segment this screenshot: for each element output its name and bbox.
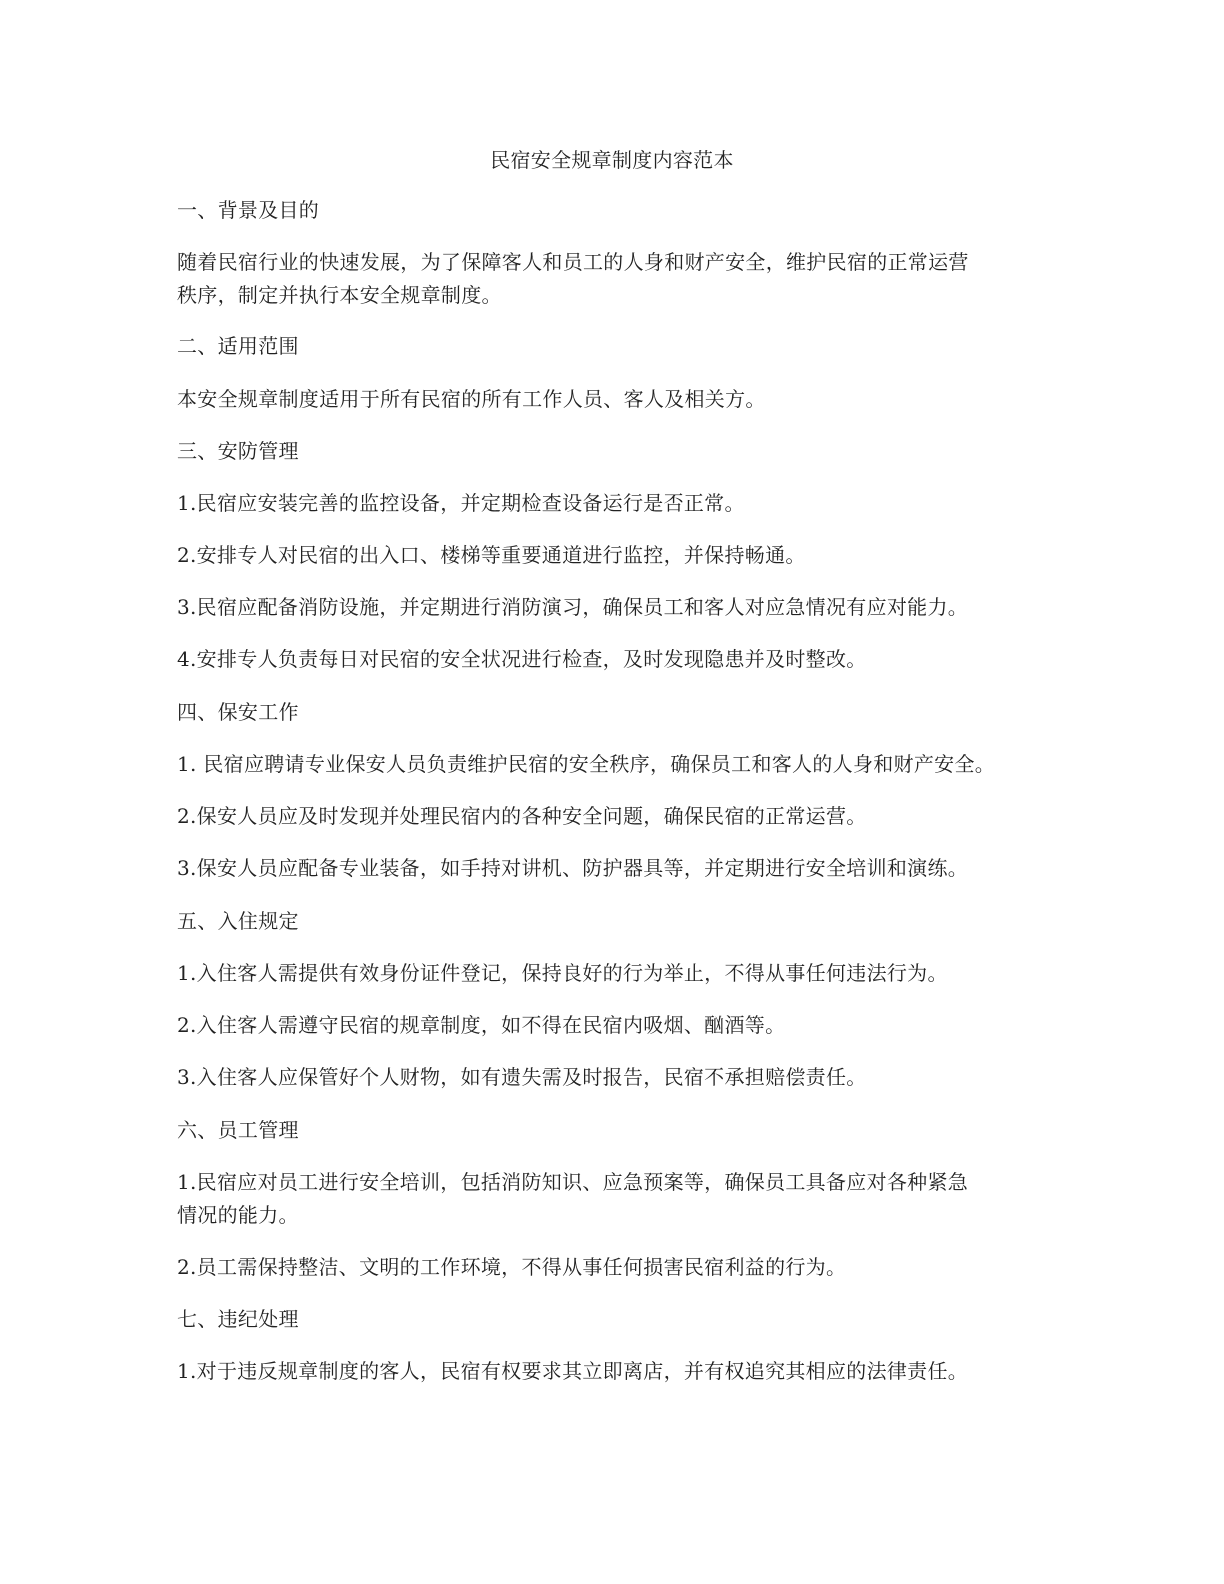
section-heading-check-in: 五、入住规定 (177, 909, 299, 933)
section-heading-scope: 二、适用范围 (177, 334, 299, 358)
list-item: 1.入住客人需提供有效身份证件登记，保持良好的行为举止，不得从事任何违法行为。 (177, 961, 948, 985)
section-heading-guard-work: 四、保安工作 (177, 700, 299, 724)
paragraph-line: 本安全规章制度适用于所有民宿的所有工作人员、客人及相关方。 (177, 387, 766, 411)
paragraph-line: 随着民宿行业的快速发展，为了保障客人和员工的人身和财产安全，维护民宿的正常运营 (177, 250, 969, 274)
list-item: 1.民宿应安装完善的监控设备，并定期检查设备运行是否正常。 (177, 491, 745, 515)
list-item: 1.对于违反规章制度的客人，民宿有权要求其立即离店，并有权追究其相应的法律责任。 (177, 1359, 969, 1383)
document-title: 民宿安全规章制度内容范本 (490, 148, 734, 172)
list-item: 3.民宿应配备消防设施，并定期进行消防演习，确保员工和客人对应急情况有应对能力。 (177, 595, 969, 619)
list-item: 3.入住客人应保管好个人财物，如有遗失需及时报告，民宿不承担赔偿责任。 (177, 1065, 867, 1089)
list-item-continued: 情况的能力。 (177, 1203, 299, 1227)
list-item: 2.保安人员应及时发现并处理民宿内的各种安全问题，确保民宿的正常运营。 (177, 804, 867, 828)
paragraph-line: 秩序，制定并执行本安全规章制度。 (177, 283, 502, 307)
section-heading-security-management: 三、安防管理 (177, 439, 299, 463)
list-item: 2.入住客人需遵守民宿的规章制度，如不得在民宿内吸烟、酗酒等。 (177, 1013, 786, 1037)
list-item: 1.民宿应对员工进行安全培训，包括消防知识、应急预案等，确保员工具备应对各种紧急 (177, 1170, 969, 1194)
section-heading-background: 一、背景及目的 (177, 198, 320, 222)
section-heading-violations: 七、违纪处理 (177, 1307, 299, 1331)
list-item: 3.保安人员应配备专业装备，如手持对讲机、防护器具等，并定期进行安全培训和演练。 (177, 856, 969, 880)
list-item: 2.安排专人对民宿的出入口、楼梯等重要通道进行监控，并保持畅通。 (177, 543, 806, 567)
list-item: 4.安排专人负责每日对民宿的安全状况进行检查，及时发现隐患并及时整改。 (177, 647, 867, 671)
list-item: 2.员工需保持整洁、文明的工作环境，不得从事任何损害民宿利益的行为。 (177, 1255, 847, 1279)
section-heading-staff-management: 六、员工管理 (177, 1118, 299, 1142)
list-item: 1. 民宿应聘请专业保安人员负责维护民宿的安全秩序，确保员工和客人的人身和财产安全。 (177, 752, 996, 776)
